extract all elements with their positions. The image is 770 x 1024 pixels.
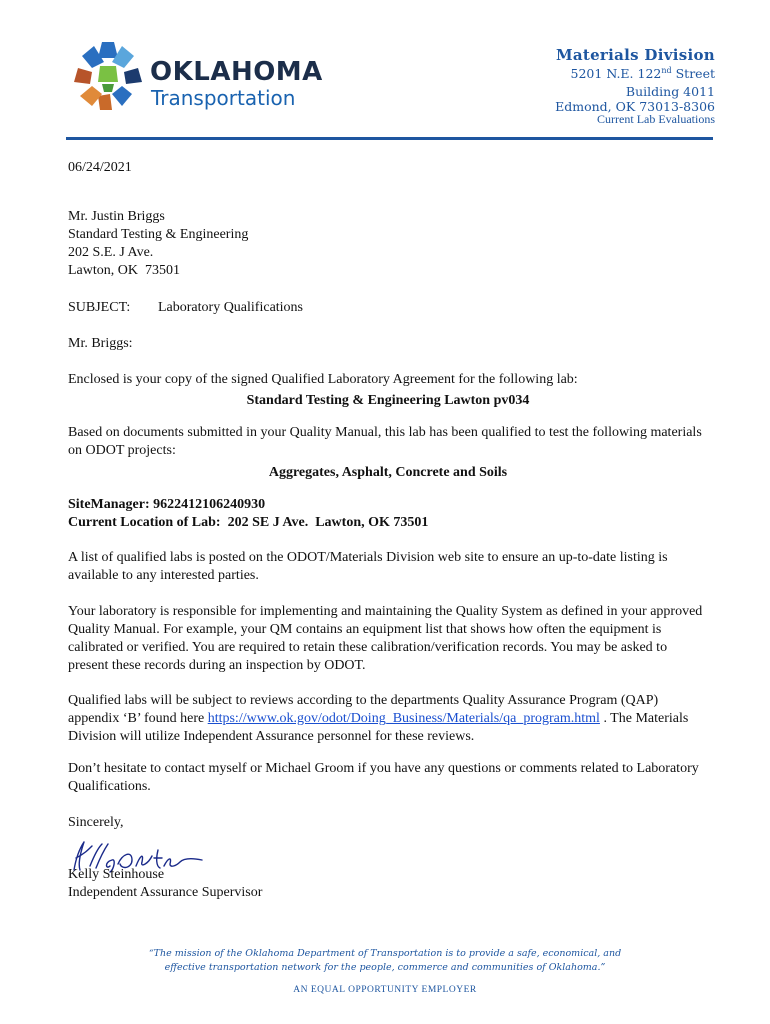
- recipient-company: Standard Testing & Engineering: [68, 227, 249, 242]
- lab-location: Current Location of Lab: 202 SE J Ave. Lawton, OK 73501: [68, 515, 429, 530]
- address-line-1: 5201 N.E. 122nd Street: [570, 65, 715, 81]
- paragraph-4: Your laboratory is responsible for implementing and maintaining the Quality System as defined in your approved Quality Manual. For example, your QM contains an equipment list that shows how often the equipment is calibrated or verified. You are required to retain these calibration/verification records. You may be asked to present these records during an inspection by ODOT.: [68, 604, 703, 673]
- sitemanager-id: SiteManager: 9622412106240930: [68, 497, 266, 512]
- header-divider: [66, 137, 713, 140]
- signer-title: Independent Assurance Supervisor: [68, 885, 263, 900]
- materials-list: Aggregates, Asphalt, Concrete and Soils: [268, 465, 508, 480]
- salutation: Mr. Briggs:: [68, 336, 133, 351]
- recipient-street: 202 S.E. J Ave.: [68, 245, 154, 260]
- division-name: Materials Division: [555, 46, 715, 64]
- subject-value: Laboratory Qualifications: [158, 300, 304, 315]
- paragraph-2: Based on documents submitted in your Quality Manual, this lab has been qualified to test the following materials on ODOT projects:: [68, 425, 702, 458]
- lab-name: Standard Testing & Engineering Lawton pv034: [246, 393, 530, 408]
- org-name: OKLAHOMA: [150, 57, 323, 87]
- recipient-name: Mr. Justin Briggs: [68, 209, 165, 224]
- org-subname: Transportation: [151, 86, 296, 110]
- closing: Sincerely,: [68, 815, 124, 830]
- address-line-2: Building 4011: [625, 84, 715, 99]
- qa-program-link[interactable]: https://www.ok.gov/odot/Doing_Business/Materials/qa_program.html: [207, 711, 600, 726]
- signer-name: Kelly Steinhouse: [68, 867, 165, 882]
- header-subtitle: Current Lab Evaluations: [597, 112, 715, 126]
- equal-opportunity-notice: AN EQUAL OPPORTUNITY EMPLOYER: [293, 985, 477, 995]
- address-line-3: Edmond, OK 73013-8306: [555, 99, 715, 114]
- odot-logo-icon: [68, 36, 148, 116]
- paragraph-1: Enclosed is your copy of the signed Qualified Laboratory Agreement for the following lab:: [68, 372, 578, 387]
- letter-date: 06/24/2021: [68, 160, 132, 175]
- paragraph-6: Don’t hesitate to contact myself or Michael Groom if you have any questions or comments related to Laboratory Qualifications.: [68, 761, 699, 794]
- mission-statement: “The mission of the Oklahoma Department of Transportation is to provide a safe, economical, and effective transportation network for the people, commerce and communities of Oklahoma.”: [148, 948, 622, 973]
- subject-label: SUBJECT:: [68, 300, 131, 315]
- recipient-city: Lawton, OK 73501: [68, 263, 180, 278]
- paragraph-5: Qualified labs will be subject to reviews according to the departments Quality Assurance Program (QAP) appendix ‘B’ found here https://www.ok.gov/odot/Doing_Business/Materials/qa_program.html . The Materials Division will utilize Independent Assurance personnel for these reviews.: [68, 693, 689, 744]
- paragraph-3: A list of qualified labs is posted on the ODOT/Materials Division web site to ensure an up-to-date listing is available to any interested parties.: [68, 550, 668, 583]
